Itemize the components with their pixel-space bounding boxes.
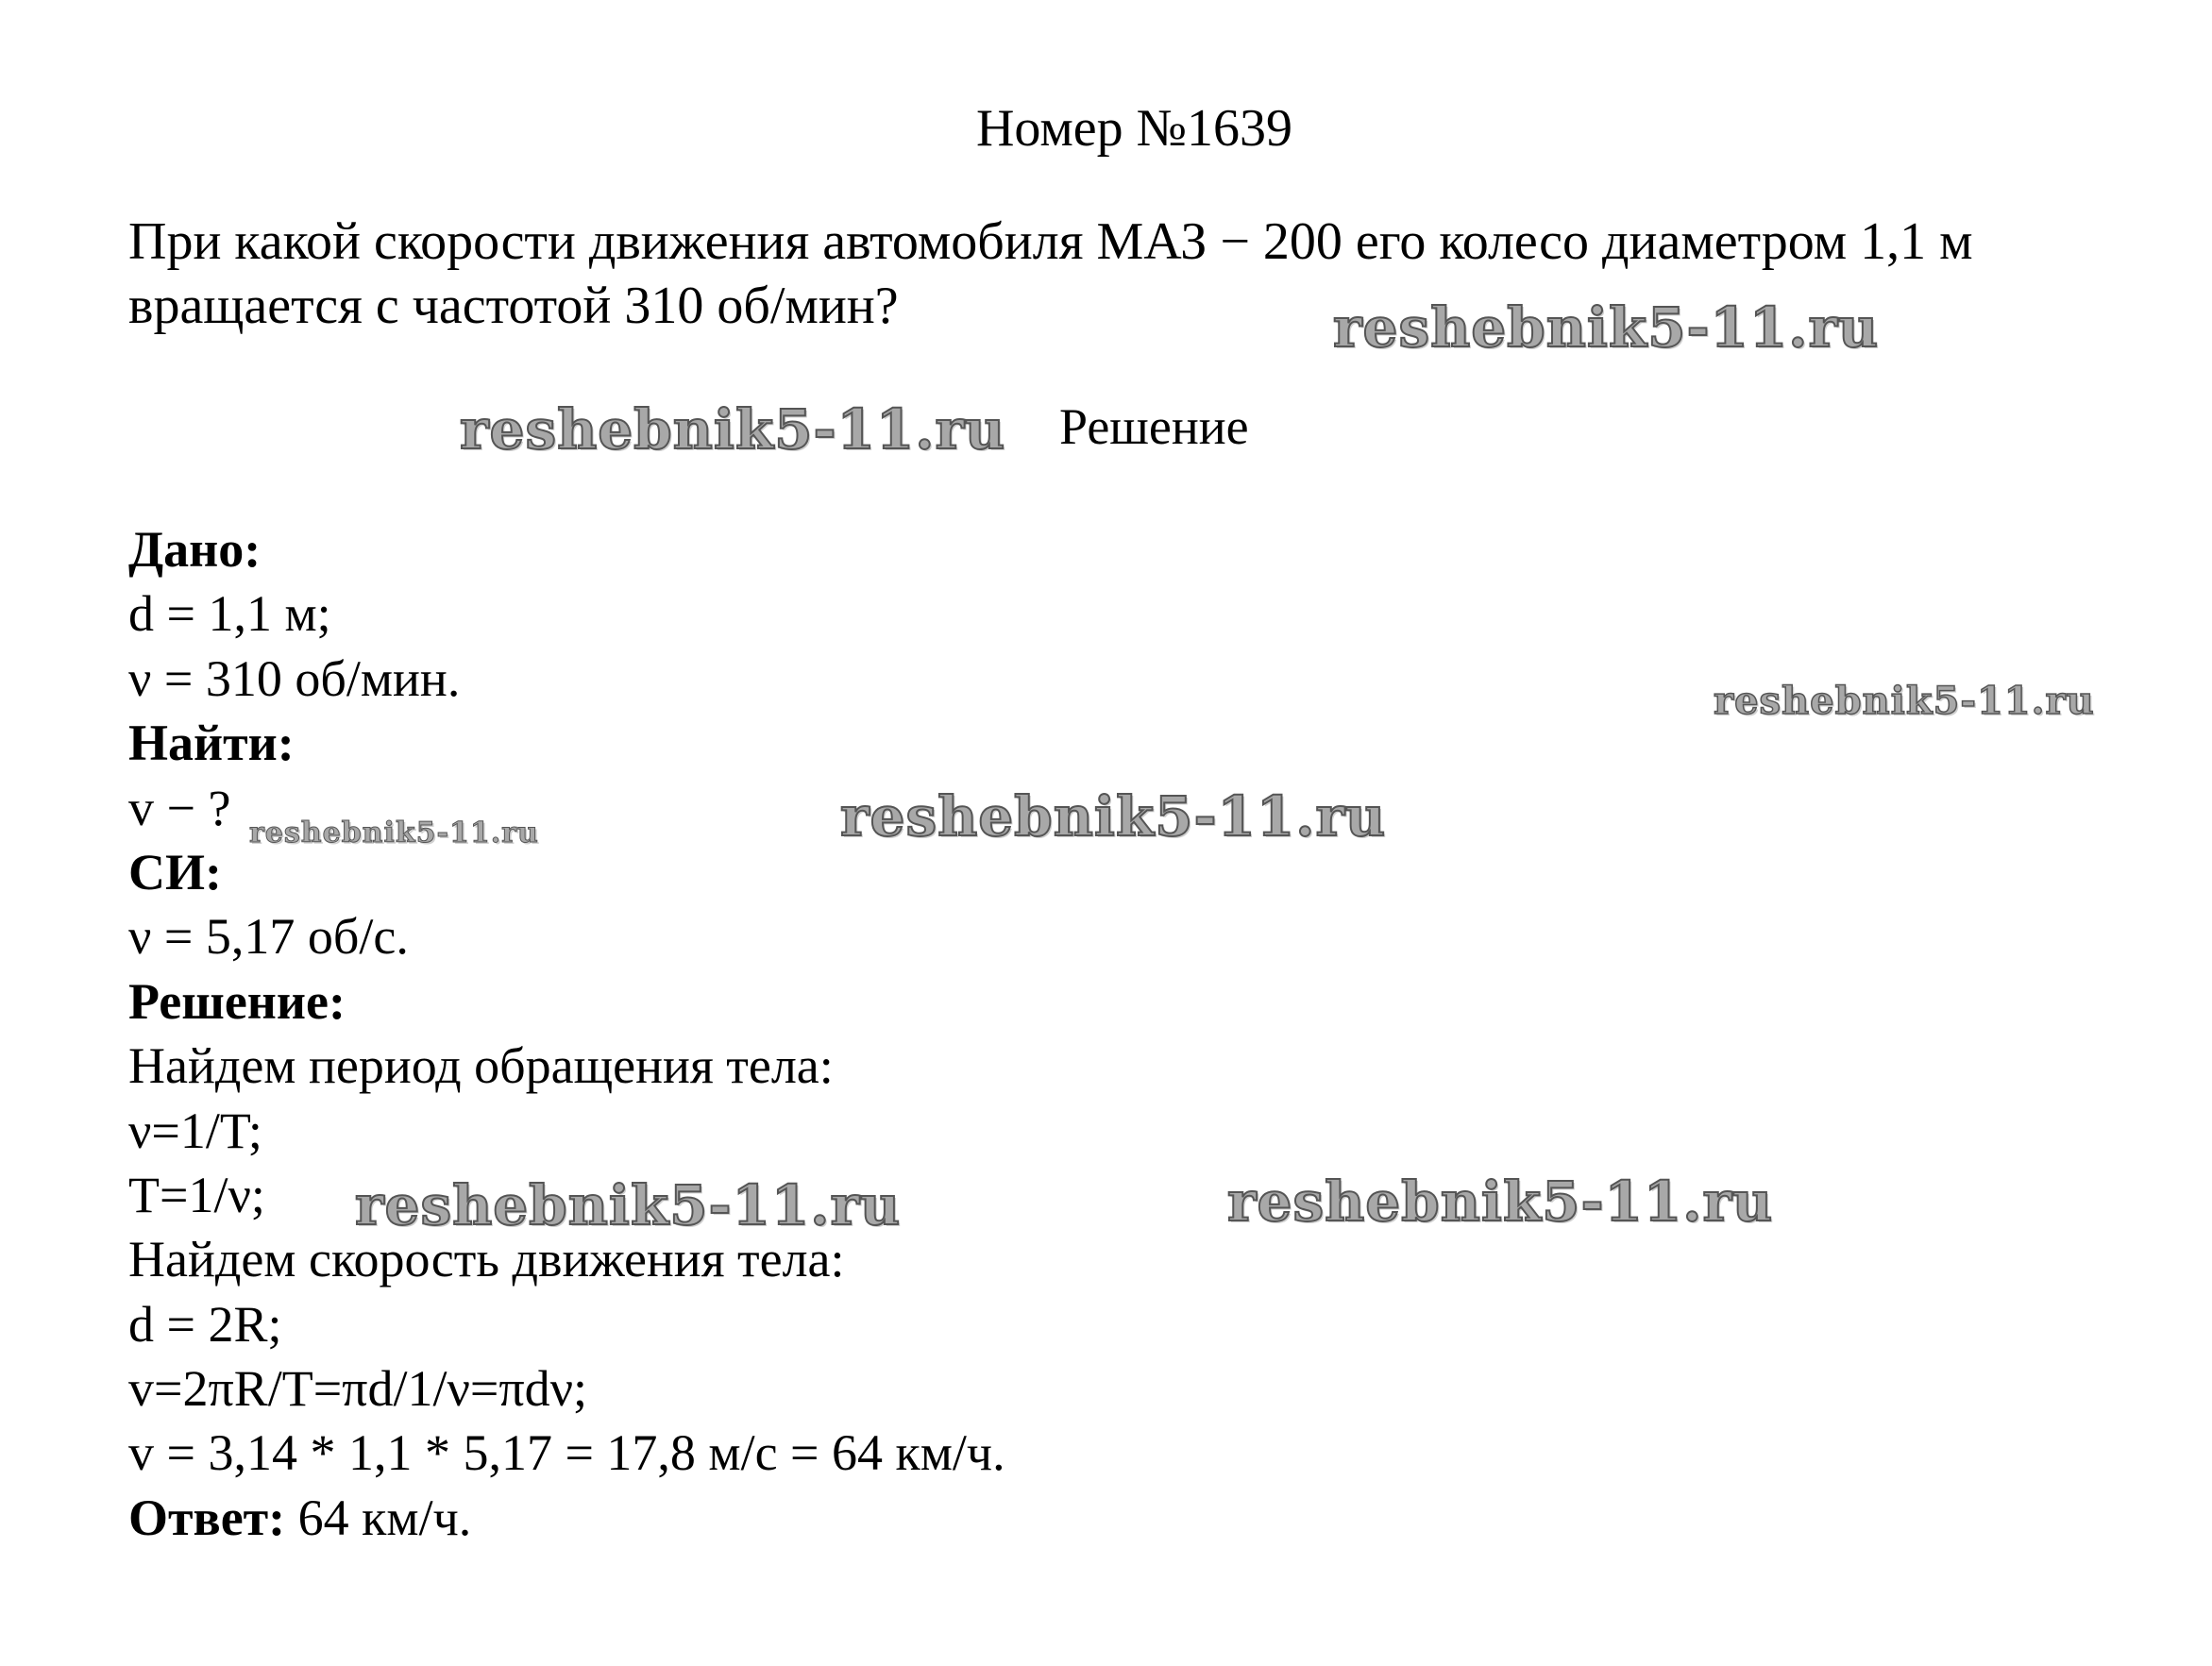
watermark: reshebnik5-11.ru <box>840 784 1387 849</box>
answer-value: 64 км/ч. <box>285 1489 472 1546</box>
solution-step-2: ν=1/T; <box>128 1102 262 1159</box>
watermark: reshebnik5-11.ru <box>460 397 1006 462</box>
given-label: Дано: <box>128 521 262 578</box>
answer-label: Ответ: <box>128 1489 286 1546</box>
solution-step-4: Найдем скорость движения тела: <box>128 1231 845 1288</box>
problem-line-1: При какой скорости движения автомобиля МАЗ − 200 его колесо диаметром 1,1 м <box>128 212 1973 271</box>
solution-step-5: d = 2R; <box>128 1295 282 1353</box>
si-label: СИ: <box>128 843 222 900</box>
problem-line-2: вращается с частотой 310 об/мин? <box>128 277 899 335</box>
solution-step-1: Найдем период обращения тела: <box>128 1037 834 1095</box>
watermark: reshebnik5-11.ru <box>249 816 539 850</box>
watermark: reshebnik5-11.ru <box>355 1173 902 1237</box>
watermark: reshebnik5-11.ru <box>1227 1170 1774 1234</box>
solution-label: Решение: <box>128 972 346 1030</box>
given-item-diameter: d = 1,1 м; <box>128 585 331 643</box>
watermark: reshebnik5-11.ru <box>1333 295 1880 360</box>
watermark: reshebnik5-11.ru <box>1714 679 2095 723</box>
solution-step-7: v = 3,14 * 1,1 * 5,17 = 17,8 м/с = 64 км/ч. <box>128 1424 1005 1482</box>
si-item: ν = 5,17 об/с. <box>128 908 409 966</box>
find-item: v − ? <box>128 779 231 836</box>
solution-body <box>128 517 1005 1550</box>
solution-step-6: v=2πR/T=πd/1/ν=πdν; <box>128 1360 587 1418</box>
answer-line <box>128 1486 1005 1550</box>
solution-step-3: T=1/ν; <box>128 1166 265 1223</box>
solution-heading: Решение <box>1059 398 1249 455</box>
problem-number-title: Номер №1639 <box>975 99 1293 158</box>
find-label: Найти: <box>128 715 295 772</box>
given-item-frequency: ν = 310 об/мин. <box>128 649 461 707</box>
